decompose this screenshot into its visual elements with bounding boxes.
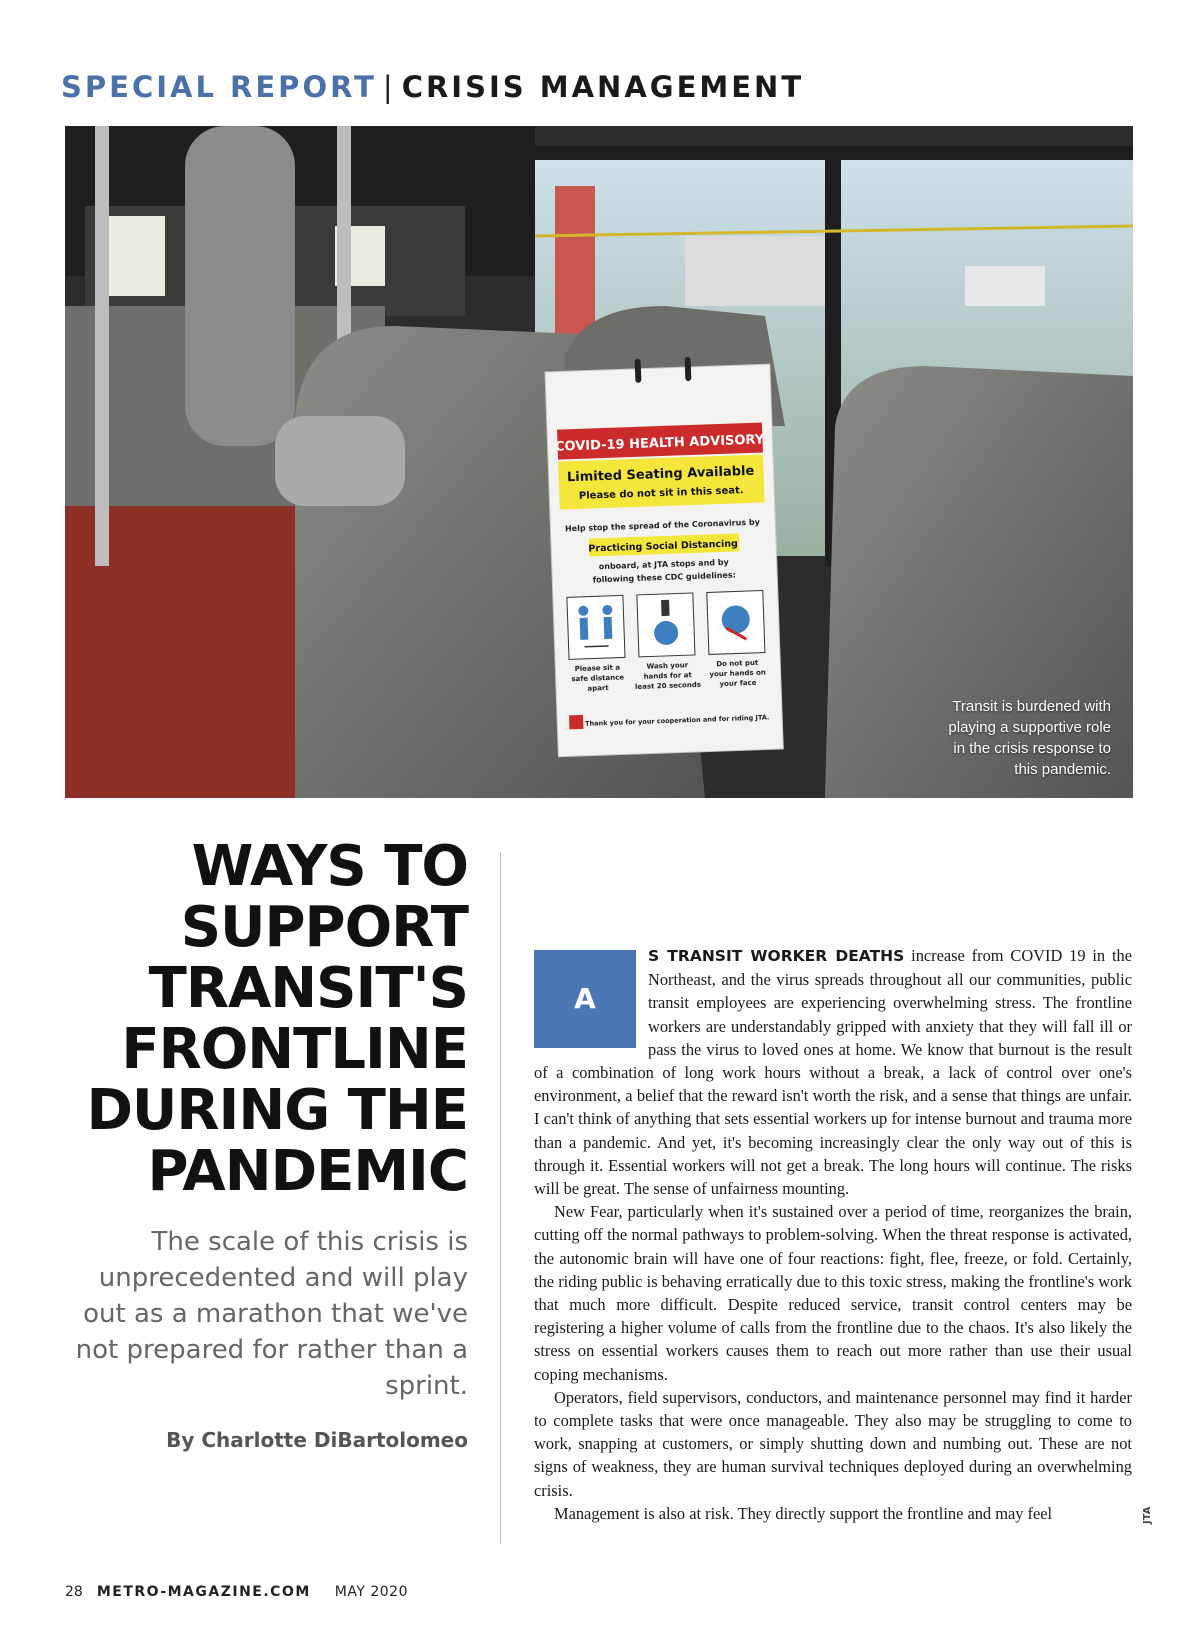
guideline-3-line-3: your face — [719, 678, 757, 689]
section-header — [61, 70, 804, 104]
headline-line: PANDEMIC — [147, 1139, 468, 1204]
sign-help-line: Help stop the spread of the Coronavirus by — [564, 517, 761, 534]
guideline-3-line-2: your hands on — [709, 668, 766, 679]
article-paragraph — [534, 944, 1132, 1200]
sign-banner: COVID-19 HEALTH ADVISORY — [554, 432, 765, 455]
sign-onboard-line-2: following these CDC guidelines: — [592, 570, 736, 585]
guideline-2-line-1: Wash your — [646, 661, 689, 671]
jta-logo-icon — [569, 715, 583, 729]
guideline-1-line-3: apart — [587, 683, 609, 693]
article-paragraph: Operators, field supervisors, conductors, and maintenance personnel may find it harder to complete tasks that were once manageable. They also may be struggling to come to work, snapping at customers, or simply shutting down and numbing out. These are not signs of weakness, they are human survival techniques deployed during an overwhelming crisis. — [534, 1387, 1132, 1500]
article-body — [534, 944, 1132, 1525]
byline: By Charlotte DiBartolomeo — [166, 1428, 468, 1452]
photo-credit: JTA — [1142, 1506, 1153, 1524]
headline-line: WAYS TO — [191, 834, 468, 899]
column-divider — [500, 852, 501, 1544]
handwash-icon — [637, 593, 695, 657]
guideline-2-line-3: least 20 seconds — [634, 680, 702, 692]
sign-highlight: Practicing Social Distancing — [588, 538, 739, 555]
sign-notice-title: Limited Seating Available — [566, 463, 755, 486]
dek: The scale of this crisis is unprecedented and will play out as a marathon that we've not prepared for rather than a sprint. — [75, 1227, 468, 1401]
page-number: 28 — [65, 1584, 83, 1600]
page-footer — [65, 1584, 408, 1600]
article-paragraph: Management is also at risk. They directly support the frontline and may feel — [554, 1503, 1053, 1523]
headline — [60, 836, 468, 1202]
headline-line: FRONTLINE — [121, 1017, 468, 1082]
paragraph-1-text: increase from COVID 19 in the Northeast, and the virus spreads throughout all our communities, public transit employees are experiencing overwhelming stress. The frontline workers are understandably gripped with anxiety that they will fall ill or pass the virus to loved ones at home. We know that burnout is the result of a combination of long work hours without a break, a lack of control over one's environment, a belief that the reward isn't worth the risk, and a sense that things are unfair. I can't think of anything that sets essential workers up for intense burnout and trauma more than a pandemic. And yet, it's becoming increasingly clear the only way out of this is through it. Essential workers will not get a break. The long hours will continue. The risks will be great. The sense of unfairness mounting. — [534, 946, 1132, 1199]
distance-icon — [567, 595, 625, 659]
sign-notice-sub: Please do not sit in this seat. — [578, 485, 744, 502]
no-touch-face-icon — [707, 591, 765, 655]
photo-caption: Transit is burdened with playing a supportive role in the crisis response to this pandemic. — [948, 698, 1111, 778]
guideline-1-line-1: Please sit a — [574, 663, 621, 674]
section-separator: | — [382, 70, 396, 104]
drop-cap: A — [534, 950, 636, 1048]
guideline-2-line-2: hands for at — [643, 671, 692, 681]
sign-onboard-line-1: onboard, at JTA stops and by — [598, 557, 729, 572]
feature-photo — [65, 126, 1133, 798]
lead-in: S TRANSIT WORKER DEATHS — [648, 947, 905, 965]
sign-thanks: Thank you for your cooperation and for riding JTA. — [584, 713, 770, 728]
section-topic: CRISIS MANAGEMENT — [401, 70, 805, 104]
headline-line: DURING THE — [86, 1078, 468, 1143]
headline-line: SUPPORT — [180, 895, 468, 960]
headline-line: TRANSIT'S — [148, 956, 468, 1021]
guideline-3-line-1: Do not put — [716, 658, 759, 669]
footer-site: METRO-MAGAZINE.COM — [96, 1584, 311, 1600]
guideline-1-line-2: safe distance — [571, 673, 625, 684]
section-category: SPECIAL REPORT — [61, 70, 377, 104]
footer-date: MAY 2020 — [334, 1584, 408, 1600]
article-paragraph: New Fear, particularly when it's sustained over a period of time, reorganizes the brain, cutting off the normal pathways to problem-solving. When the threat response is activated, the autonomic brain will have one of four reactions: fight, flee, freeze, or fold. Certainly, the riding public is behaving erratically due to this toxic stress, making the frontline's work that much more difficult. Despite reduced service, transit control centers may be registering a higher volume of calls from the frontline due to the chaos. It's also likely the stress on essential workers causes them to reach out more rather than use their usual coping mechanisms. — [534, 1202, 1132, 1384]
